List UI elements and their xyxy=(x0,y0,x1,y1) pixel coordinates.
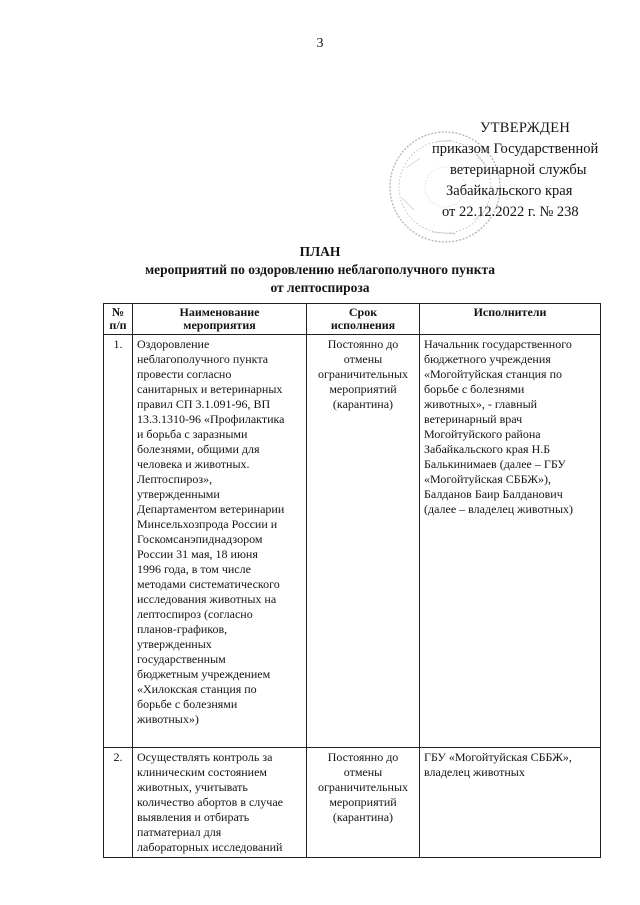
cell-line: борьбе с болезнями xyxy=(137,697,238,711)
approval-line: приказом Государственной xyxy=(432,141,599,157)
table-header-row xyxy=(104,304,601,335)
cell-line: ветеринарный врач xyxy=(424,412,523,426)
table-row xyxy=(104,335,601,748)
page-number: 3 xyxy=(316,36,324,51)
header-name: Наименование мероприятия xyxy=(133,304,307,335)
header-exec: Исполнители xyxy=(420,304,601,335)
row-activity xyxy=(133,335,307,748)
cell-line: выявления и отбирать xyxy=(137,810,250,824)
cell-line: санитарных и ветеринарных xyxy=(137,382,283,396)
approval-line: ветеринарной службы xyxy=(450,162,587,178)
cell-line: планов-графиков, xyxy=(137,622,228,636)
cell-line: (далее – владелец животных) xyxy=(424,502,574,516)
cell-line: Лептоспироз», xyxy=(137,472,213,486)
cell-line: «Могойтуйская станция по xyxy=(424,367,562,381)
plan-title: ПЛАН xyxy=(299,244,341,259)
cell-line: исследования животных на xyxy=(137,592,277,606)
cell-line: клиническим состоянием xyxy=(137,765,268,779)
cell-line: Начальник государственного xyxy=(424,337,572,351)
row-term xyxy=(307,335,420,748)
cell-line: животных») xyxy=(137,712,199,726)
row-number: 1. xyxy=(104,335,133,748)
plan-subtitle-line: от лептоспироза xyxy=(270,280,370,295)
cell-line: 13.3.1310-96 «Профилактика xyxy=(137,412,285,426)
cell-line: лабораторных исследований xyxy=(137,840,283,854)
cell-line: ограничительных xyxy=(317,780,409,794)
cell-line: провести согласно xyxy=(137,367,232,381)
approval-title: УТВЕРЖДЕН xyxy=(480,120,571,136)
approval-date: от 22.12.2022 г. № 238 xyxy=(442,204,579,220)
cell-line: количество абортов в случае xyxy=(137,795,283,809)
cell-line: Департаментом ветеринарии xyxy=(137,502,285,516)
cell-line: утвержденными xyxy=(137,487,220,501)
cell-line: России 31 мая, 18 июня xyxy=(137,547,258,561)
cell-line: мероприятий xyxy=(329,795,397,809)
cell-line: Постоянно до xyxy=(327,337,399,351)
cell-line: неблагополучного пункта xyxy=(137,352,269,366)
cell-line: животных», - главный xyxy=(424,397,538,411)
cell-line: 1996 года, в том числе xyxy=(137,562,251,576)
cell-line: отмены xyxy=(343,765,383,779)
cell-line: отмены xyxy=(343,352,383,366)
cell-line: Забайкальского края Н.Б xyxy=(424,442,551,456)
header-term: Срок исполнения xyxy=(307,304,420,335)
plan-subtitle-line: мероприятий по оздоровлению неблагополучного пункта xyxy=(144,262,496,277)
cell-line: Минсельхозпрода России и xyxy=(137,517,278,531)
cell-line: Осуществлять контроль за xyxy=(137,750,273,764)
cell-line: человека и животных. xyxy=(137,457,250,471)
approval-line: Забайкальского края xyxy=(446,183,573,199)
plan-heading xyxy=(0,243,640,297)
cell-line: «Могойтуйская СББЖ»), xyxy=(424,472,551,486)
plan-table xyxy=(103,303,601,858)
cell-line: правил СП 3.1.091-96, ВП xyxy=(137,397,271,411)
table-row xyxy=(104,748,601,858)
header-num: № п/п xyxy=(104,304,133,335)
cell-line: методами систематического xyxy=(137,577,280,591)
cell-line: патматериал для xyxy=(137,825,222,839)
cell-line: ГБУ «Могойтуйская СББЖ», xyxy=(424,750,572,764)
cell-line: Оздоровление xyxy=(137,337,210,351)
cell-line: (карантина) xyxy=(332,810,394,824)
cell-line: Госкомсанэпиднадзором xyxy=(137,532,263,546)
row-activity xyxy=(133,748,307,858)
cell-line: борьбе с болезнями xyxy=(424,382,525,396)
approval-block xyxy=(432,118,633,223)
row-number: 2. xyxy=(104,748,133,858)
cell-line: болезнями, общими для xyxy=(137,442,260,456)
cell-line: государственным xyxy=(137,652,226,666)
cell-line: и борьба с заразными xyxy=(137,427,248,441)
cell-line: Могойтуйского района xyxy=(424,427,541,441)
cell-line: животных, учитывать xyxy=(137,780,248,794)
cell-line: утвержденных xyxy=(137,637,212,651)
cell-line: мероприятий xyxy=(329,382,397,396)
cell-line: бюджетного учреждения xyxy=(424,352,551,366)
cell-line: Постоянно до xyxy=(327,750,399,764)
row-executors xyxy=(420,748,601,858)
cell-line: «Хилокская станция по xyxy=(137,682,257,696)
row-executors xyxy=(420,335,601,748)
cell-line: владелец животных xyxy=(424,765,525,779)
cell-line: Балькинимаев (далее – ГБУ xyxy=(424,457,566,471)
cell-line: Балданов Баир Балданович xyxy=(424,487,563,501)
cell-line: лептоспироз (согласно xyxy=(137,607,253,621)
cell-line: ограничительных xyxy=(317,367,409,381)
cell-line: (карантина) xyxy=(332,397,394,411)
row-term xyxy=(307,748,420,858)
cell-line: бюджетным учреждением xyxy=(137,667,271,681)
